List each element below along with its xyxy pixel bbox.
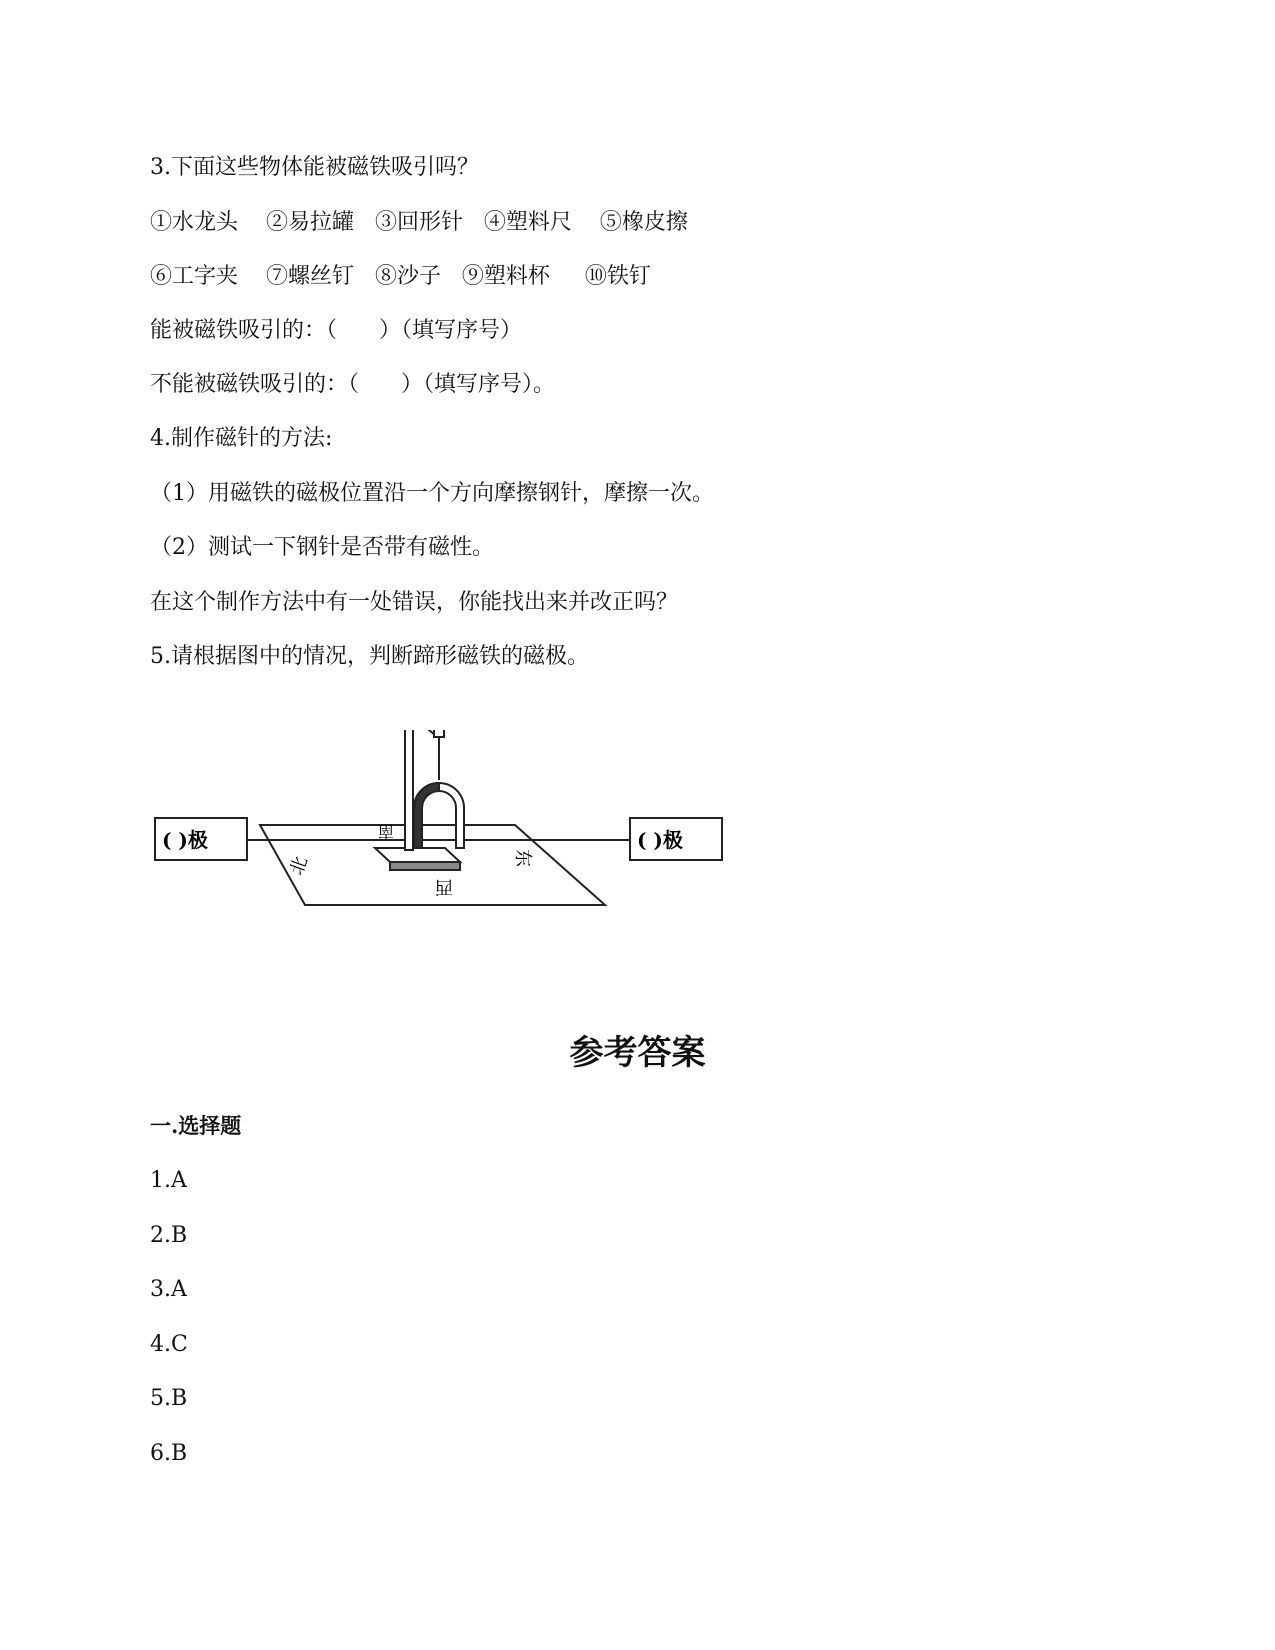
- right-pole-box: ( )极: [637, 828, 683, 852]
- answer-item: 3.A: [150, 1277, 187, 1302]
- answer-item: 5.B: [150, 1386, 188, 1411]
- left-pole-box: ( )极: [162, 828, 208, 852]
- answer-item: 6.B: [150, 1441, 188, 1466]
- q3-items-row2: ⑥工字夹 ⑦螺丝钉 ⑧沙子 ⑨塑料杯 ⑩铁钉: [150, 264, 651, 289]
- answers-section-heading: 一.选择题: [150, 1113, 242, 1138]
- north-label: 北: [286, 853, 313, 878]
- q3-title: 3.下面这些物体能被磁铁吸引吗？: [150, 155, 479, 180]
- q5-title: 5.请根据图中的情况，判断蹄形磁铁的磁极。: [150, 644, 589, 669]
- q3-answer-attracted: 能被磁铁吸引的：（ ）（填写序号）: [150, 318, 522, 343]
- horseshoe-magnet-figure: [150, 730, 750, 920]
- answer-item: 2.B: [150, 1223, 188, 1248]
- q4-question: 在这个制作方法中有一处错误，你能找出来并改正吗？: [150, 590, 679, 615]
- q4-title: 4.制作磁针的方法:: [150, 426, 333, 451]
- answer-item: 1.A: [150, 1168, 187, 1193]
- answers-title: 参考答案: [569, 1033, 706, 1073]
- q4-step2: （2）测试一下钢针是否带有磁性。: [150, 535, 494, 560]
- q3-items-row1: ①水龙头 ②易拉罐 ③回形针 ④塑料尺 ⑤橡皮擦: [150, 210, 688, 235]
- answer-item: 4.C: [150, 1332, 188, 1357]
- west-label: 西: [435, 876, 453, 897]
- q4-step1: （1）用磁铁的磁极位置沿一个方向摩擦钢针，摩擦一次。: [150, 481, 714, 506]
- south-label: 南: [377, 822, 394, 841]
- q3-answer-not-attracted: 不能被磁铁吸引的：（ ）（填写序号）。: [150, 372, 555, 397]
- east-label: 东: [512, 849, 533, 867]
